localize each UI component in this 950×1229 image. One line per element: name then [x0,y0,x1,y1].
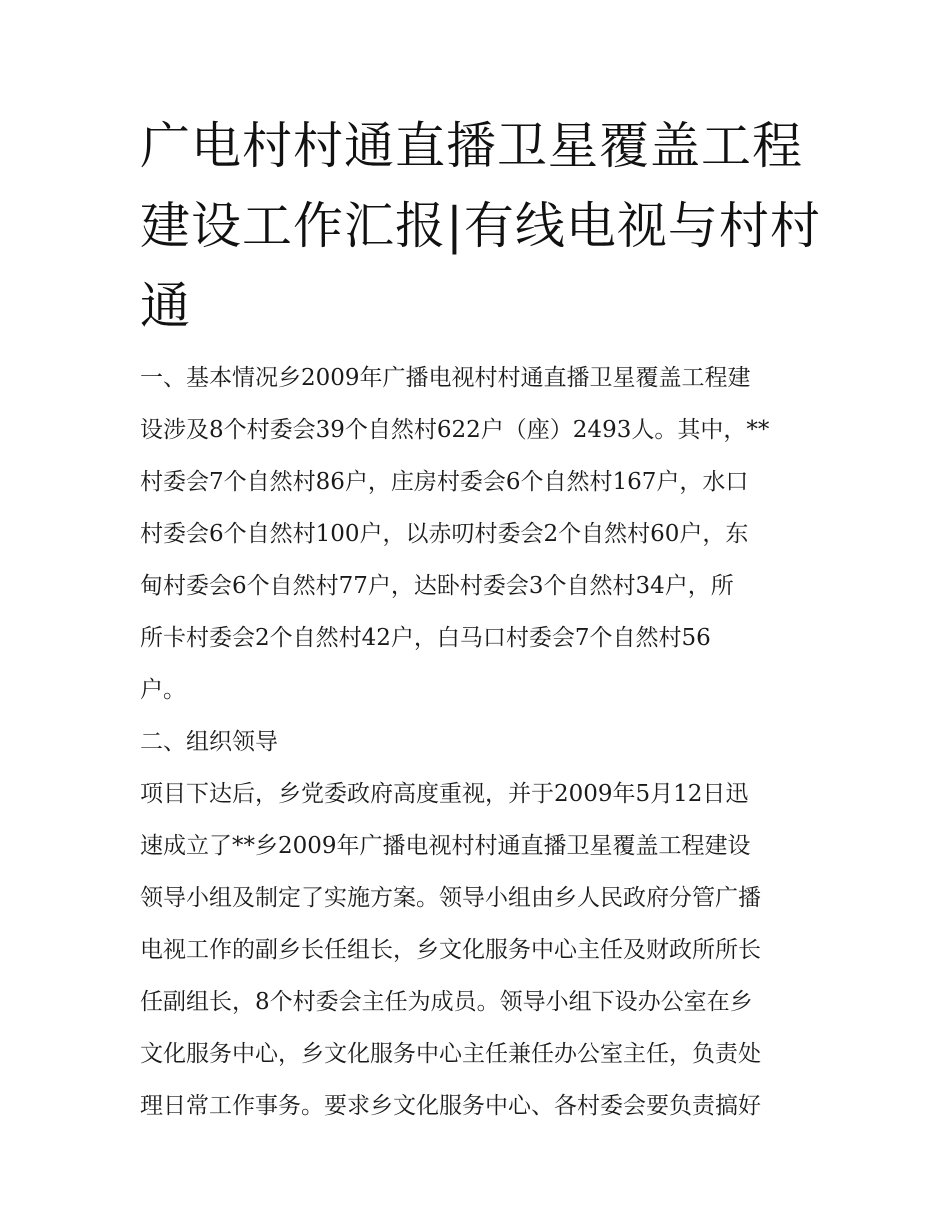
text-line: 理日常工作事务。要求乡文化服务中心、各村委会要负责搞好 [140,1093,761,1119]
title-line: 广电村村通直播卫星覆盖工程 [140,117,803,175]
text-line: 一、基本情况乡2009年广播电视村村通直播卫星覆盖工程建 [140,365,751,391]
text-line: 电视工作的副乡长任组长，乡文化服务中心主任及财政所所长 [140,937,761,963]
text-line: 速成立了**乡2009年广播电视村村通直播卫星覆盖工程建设 [140,833,751,859]
text-line: 村委会6个自然村100户，以赤叨村委会2个自然村60户，东 [140,521,749,547]
text-line: 项目下达后，乡党委政府高度重视，并于2009年5月12日迅 [140,781,749,807]
text-line: 任副组长，8个村委会主任为成员。领导小组下设办公室在乡 [140,989,753,1015]
text-line: 村委会7个自然村86户，庄房村委会6个自然村167户，水口 [140,469,749,495]
heading-line: 二、组织领导 [140,729,278,755]
text-line: 设涉及8个村委会39个自然村622户（座）2493人。其中，** [140,417,770,443]
text-line: 所卡村委会2个自然村42户，白马口村委会7个自然村56 [140,625,711,651]
document-body [140,352,820,1132]
text-line: 户。 [140,677,186,703]
paragraph-organization [140,768,820,1132]
text-line: 领导小组及制定了实施方案。领导小组由乡人民政府分管广播 [140,885,761,911]
paragraph-basic-situation [140,352,820,716]
title-line: 建设工作汇报|有线电视与村村 [140,197,821,255]
section-heading-organization [140,716,820,768]
title-line: 通 [140,277,191,335]
text-line: 文化服务中心，乡文化服务中心主任兼任办公室主任，负责处 [140,1041,761,1067]
text-line: 甸村委会6个自然村77户，达卧村委会3个自然村34户，所 [140,573,734,599]
document-title [140,106,820,346]
